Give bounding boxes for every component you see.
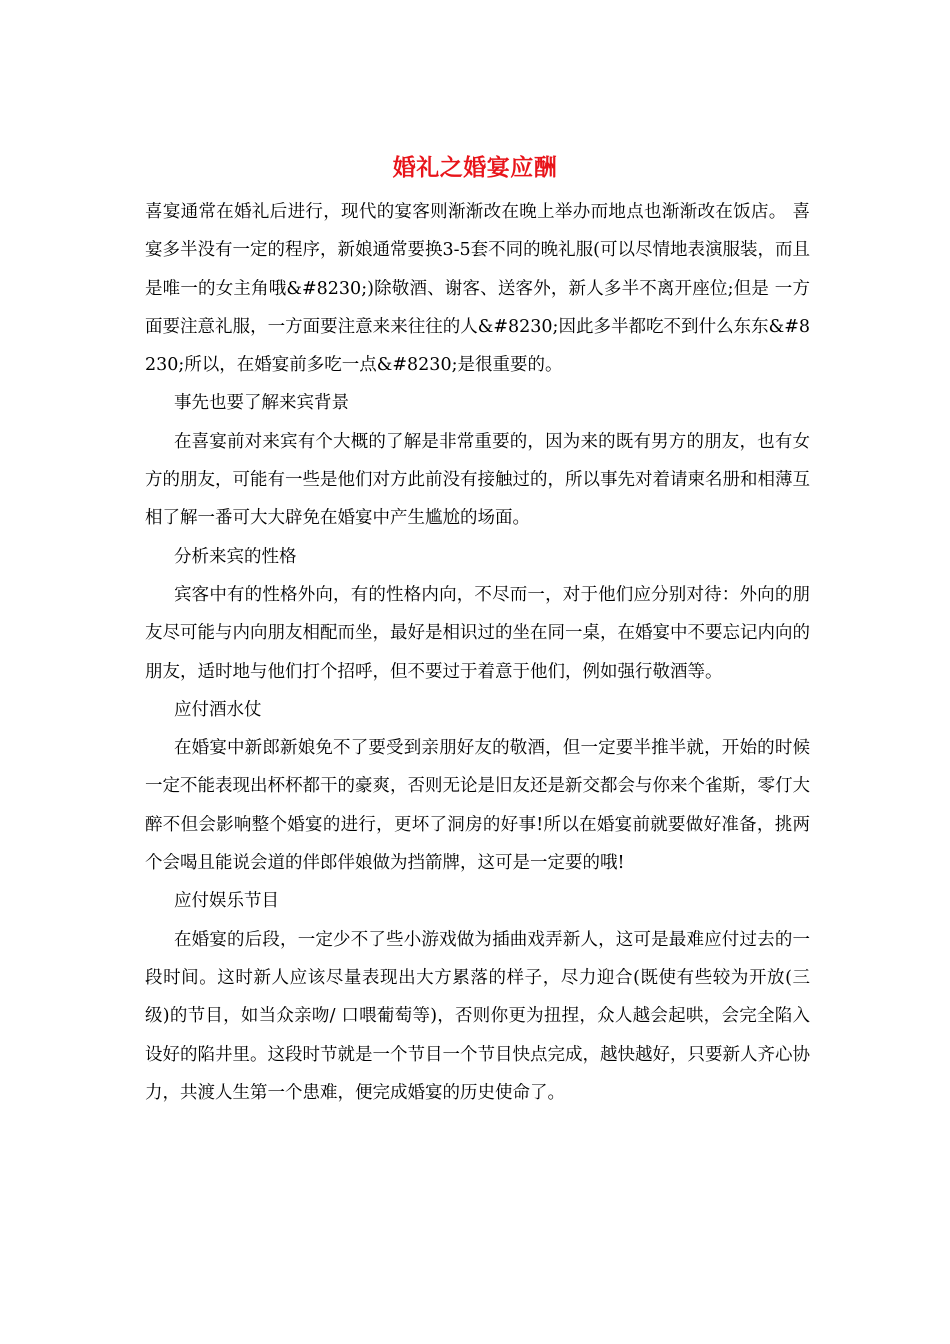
- paragraph-guest-background: 在喜宴前对来宾有个大概的了解是非常重要的，因为来的既有男方的朋友，也有女方的朋友，可能有一些是他们对方此前没有接触过的，所以事先对着请柬名册和相薄互相了解一番可大大辟免在婚宴中产生尴尬的场面。: [145, 431, 810, 529]
- document-title: 婚礼之婚宴应酬: [392, 154, 558, 181]
- section-heading-entertainment: 应付娱乐节目: [174, 891, 279, 912]
- paragraph-toasting: 在婚宴中新郎新娘免不了要受到亲朋好友的敬酒，但一定要半推半就，开始的时候一定不能表现出杯杯都干的豪爽，否则无论是旧友还是新交都会与你来个雀斯，零仃大醉不但会影响整个婚宴的进行，更坏了洞房的好事!所以在婚宴前就要做好准备，挑两个会喝且能说会道的伴郎伴娘做为挡箭牌，这可是一定要的哦!: [145, 738, 810, 874]
- paragraph-guest-personality: 宾客中有的性格外向，有的性格内向，不尽而一，对于他们应分别对待：外向的朋友尽可能与内向朋友相配而坐，最好是相识过的坐在同一桌，在婚宴中不要忘记内向的朋友，适时地与他们打个招呼，但不要过于着意于他们，例如强行敬酒等。: [145, 584, 810, 682]
- intro-paragraph: 喜宴通常在婚礼后进行，现代的宴客则渐渐改在晚上举办而地点也渐渐改在饭店。 喜宴多半没有一定的程序，新娘通常要换3-5套不同的晚礼服(可以尽情地表演服装，而且是唯一的女主角哦&#8230;)除敬酒、谢客、送客外，新人多半不离开座位;但是 一方面要注意礼服，一方面要注意来来往往的人&#8230;因此多半都吃不到什么东东&#8230;所以，在婚宴前多吃一点&#8230;是很重要的。: [145, 202, 811, 376]
- paragraph-entertainment: 在婚宴的后段，一定少不了些小游戏做为插曲戏弄新人，这可是最难应付过去的一段时间。这时新人应该尽量表现出大方累落的样子，尽力迎合(既使有些较为开放(三级)的节目，如当众亲吻/ 口喂葡萄等)，否则你更为扭捏，众人越会起哄，会完全陷入设好的陷井里。这段时节就是一个节目一个节目快点完成，越快越好，只要新人齐心协力，共渡人生第一个患难，便完成婚宴的历史使命了。: [145, 929, 810, 1103]
- section-heading-guest-background: 事先也要了解来宾背景: [174, 393, 349, 414]
- section-heading-guest-personality: 分析来宾的性格: [174, 546, 297, 567]
- document-body: [145, 193, 810, 1112]
- section-heading-toasting: 应付酒水仗: [174, 699, 262, 720]
